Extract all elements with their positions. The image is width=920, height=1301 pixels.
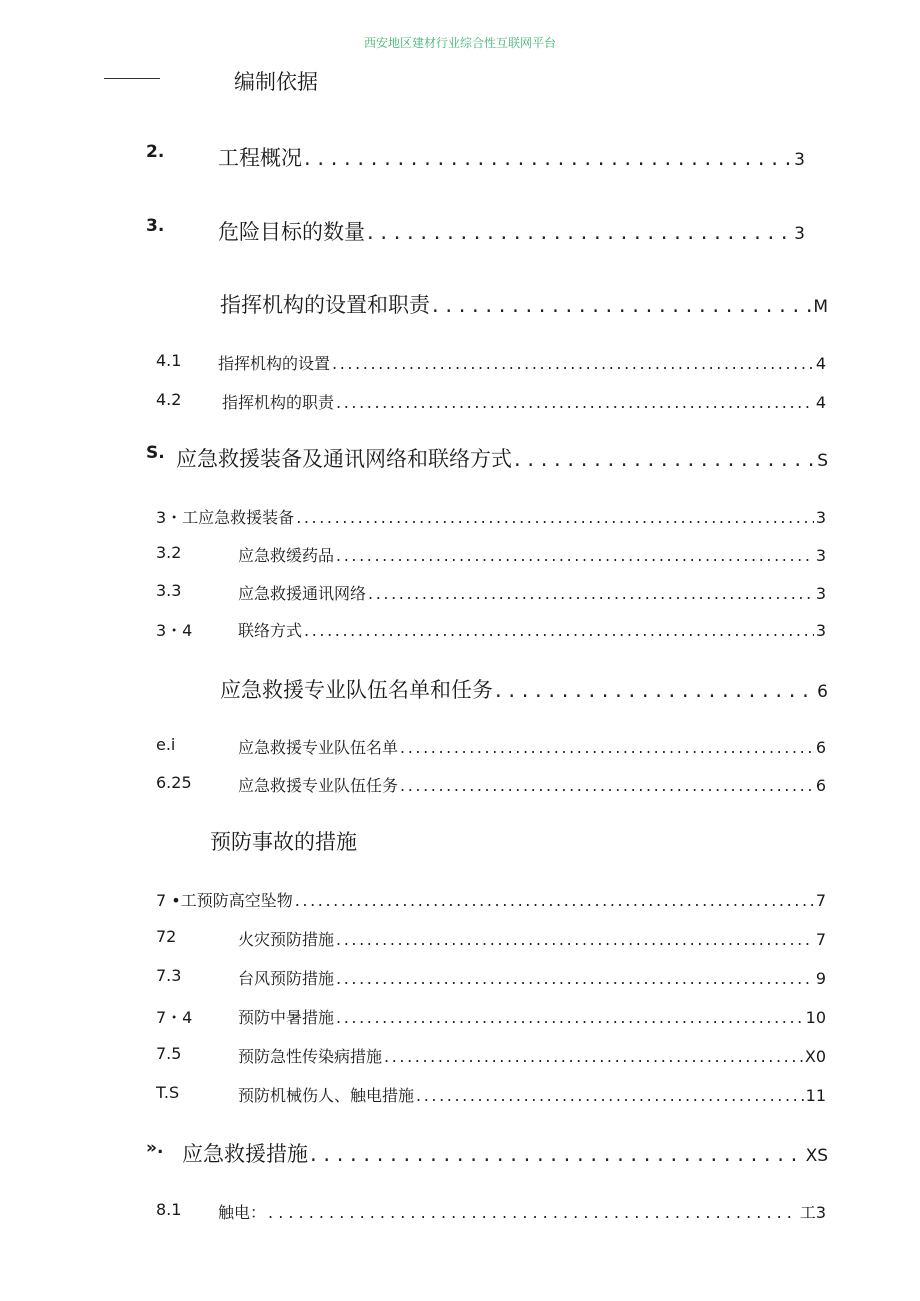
toc-number: 8.1	[156, 1200, 182, 1219]
toc-entry[interactable]	[220, 674, 828, 704]
toc-entry[interactable]	[156, 390, 826, 413]
toc-number: ».	[146, 1138, 164, 1158]
toc-number: 3.2	[156, 543, 182, 562]
toc-leader	[332, 354, 814, 373]
toc-entry[interactable]	[156, 351, 826, 374]
toc-title: 应急救援措施	[182, 1142, 308, 1166]
toc-title: 台风预防措施	[238, 969, 335, 988]
toc-page: XS	[805, 1146, 828, 1166]
toc-title: 危险目标的数量	[218, 220, 365, 244]
toc-number: 4.1	[156, 351, 182, 370]
toc-leader	[400, 738, 814, 757]
toc-page: 3	[815, 621, 826, 640]
toc-page: 3	[815, 546, 826, 565]
toc-page: 3	[815, 584, 826, 603]
toc-number: 3.3	[156, 581, 182, 600]
toc-leader	[296, 508, 814, 527]
toc-entry[interactable]	[156, 1005, 826, 1028]
toc-page: 6	[815, 776, 826, 795]
toc-page: 工3	[799, 1203, 826, 1222]
toc-page: 4	[815, 354, 826, 373]
toc-number: T.S	[156, 1083, 180, 1102]
toc-number: S.	[146, 443, 165, 463]
toc-leader	[336, 930, 814, 949]
toc-number: 6.25	[156, 773, 192, 792]
toc-page: 7	[815, 930, 826, 949]
toc-number: 4.2	[156, 390, 182, 409]
toc-title: 应急救援装备及通讯网络和联络方式	[176, 447, 512, 471]
toc-leader	[336, 393, 814, 412]
toc-entry[interactable]	[156, 505, 826, 528]
toc-entry[interactable]	[156, 581, 826, 604]
toc-title: 工程概况	[218, 146, 302, 170]
toc-title: 预防事故的措施	[210, 830, 357, 854]
toc-page: 3	[815, 508, 826, 527]
toc-title: 指挥机构的职责	[222, 393, 335, 412]
toc-entry[interactable]	[146, 142, 805, 172]
toc-entry[interactable]	[210, 826, 510, 856]
toc-title: 预防机械伤人、触电措施	[238, 1086, 415, 1105]
toc-number: 3.	[146, 216, 165, 236]
toc-leader	[336, 546, 814, 565]
toc-page: 6	[817, 682, 828, 702]
toc-entry[interactable]	[156, 1083, 826, 1106]
toc-number: 7.3	[156, 966, 182, 985]
toc-page: 11	[805, 1086, 826, 1105]
toc-title: 火灾预防措施	[238, 930, 335, 949]
toc-leader	[495, 678, 815, 702]
toc-title: 指挥机构的设置和职责	[220, 293, 430, 317]
toc-entry[interactable]	[234, 66, 434, 96]
toc-page: S	[817, 451, 828, 471]
toc-leader	[304, 146, 792, 170]
toc-title: 7 •工预防高空坠物	[156, 891, 293, 910]
toc-number: 7・4	[156, 1008, 193, 1027]
toc-title: 预防急性传染病措施	[238, 1047, 383, 1066]
toc-title: 应急救缓药品	[238, 546, 335, 565]
toc-leader	[336, 969, 814, 988]
toc-entry[interactable]	[156, 618, 826, 641]
header-rule	[104, 78, 160, 79]
toc-title: 触电：	[218, 1203, 267, 1222]
page-header: 西安地区建材行业综合性互联网平台	[363, 36, 556, 50]
toc-leader	[336, 1008, 804, 1027]
toc-leader	[416, 1086, 804, 1105]
toc-title: 3・工应急救援装备	[156, 508, 295, 527]
toc-page: 6	[815, 738, 826, 757]
toc-leader	[514, 447, 815, 471]
toc-entry[interactable]	[156, 543, 826, 566]
toc-entry[interactable]	[146, 216, 805, 246]
toc-title: 应急救援通讯网络	[238, 584, 367, 603]
toc-number: 72	[156, 927, 177, 946]
toc-page: 3	[794, 150, 805, 170]
toc-entry[interactable]	[146, 443, 828, 473]
toc-leader	[310, 1142, 804, 1166]
toc-entry[interactable]	[156, 1200, 826, 1223]
toc-number: 3・4	[156, 621, 193, 640]
toc-number: 7.5	[156, 1044, 182, 1063]
toc-leader	[432, 293, 811, 317]
toc-leader	[268, 1203, 798, 1222]
toc-title: 应急救援专业队伍名单和任务	[220, 678, 493, 702]
toc-title: 应急救援专业队伍名单	[238, 738, 399, 757]
toc-leader	[368, 584, 814, 603]
toc-page: 10	[805, 1008, 826, 1027]
toc-entry[interactable]	[156, 888, 826, 911]
toc-title: 应急救援专业队伍任务	[238, 776, 399, 795]
toc-leader	[295, 891, 814, 910]
toc-title: 预防中暑措施	[238, 1008, 335, 1027]
toc-leader	[384, 1047, 803, 1066]
toc-title: 联络方式	[238, 621, 303, 640]
toc-number: 2.	[146, 142, 165, 162]
toc-entry[interactable]	[156, 966, 826, 989]
toc-title: 指挥机构的设置	[218, 354, 331, 373]
toc-leader	[400, 776, 814, 795]
toc-entry[interactable]	[220, 289, 828, 319]
toc-page: 3	[794, 224, 805, 244]
toc-page: 4	[815, 393, 826, 412]
toc-entry[interactable]	[156, 735, 826, 758]
toc-page: 9	[815, 969, 826, 988]
toc-leader	[304, 621, 814, 640]
toc-entry[interactable]	[146, 1138, 828, 1168]
toc-page: 7	[815, 891, 826, 910]
toc-entry[interactable]	[156, 927, 826, 950]
toc-entry[interactable]	[156, 773, 826, 796]
toc-page: M	[813, 297, 828, 317]
toc-title: 编制依据	[234, 70, 318, 94]
toc-page: X0	[804, 1047, 826, 1066]
toc-number: e.i	[156, 735, 176, 754]
toc-leader	[367, 220, 792, 244]
toc-entry[interactable]	[156, 1044, 826, 1067]
